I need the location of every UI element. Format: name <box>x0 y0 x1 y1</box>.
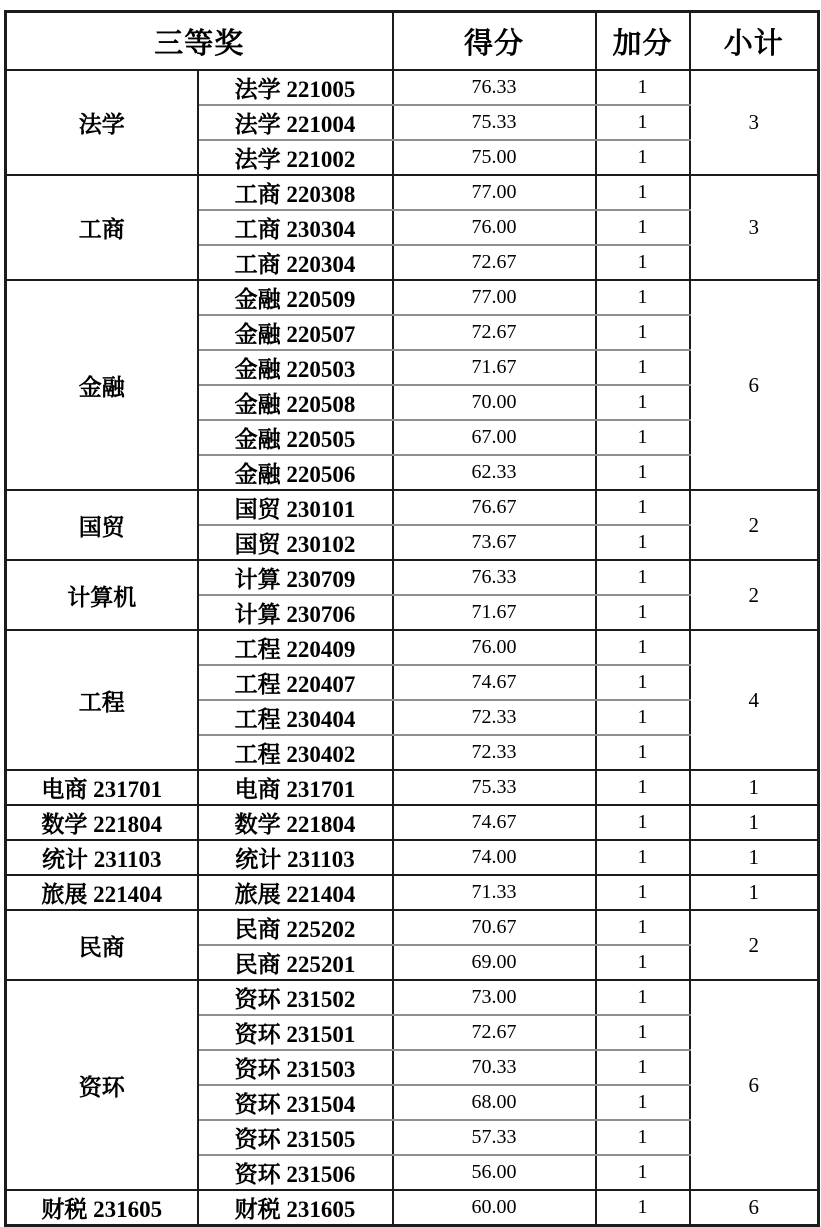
table-row <box>6 70 819 105</box>
bonus-cell: 1 <box>596 315 690 350</box>
subtotal-cell: 2 <box>690 490 819 560</box>
table-row <box>6 560 819 595</box>
subtotal-cell: 1 <box>690 875 819 910</box>
class-label-cell: 资环 231501 <box>198 1015 393 1050</box>
bonus-cell: 1 <box>596 1120 690 1155</box>
bonus-cell: 1 <box>596 560 690 595</box>
subtotal-cell: 2 <box>690 560 819 630</box>
class-label-cell: 工商 220304 <box>198 245 393 280</box>
class-label-cell: 金融 220505 <box>198 420 393 455</box>
bonus-cell: 1 <box>596 175 690 210</box>
bonus-cell: 1 <box>596 1050 690 1085</box>
subtotal-cell: 1 <box>690 805 819 840</box>
bonus-cell: 1 <box>596 1155 690 1190</box>
bonus-cell: 1 <box>596 1190 690 1226</box>
header-subtotal: 小计 <box>690 12 819 71</box>
score-cell: 75.33 <box>393 770 596 805</box>
score-cell: 67.00 <box>393 420 596 455</box>
score-cell: 56.00 <box>393 1155 596 1190</box>
table-row <box>6 1190 819 1226</box>
bonus-cell: 1 <box>596 770 690 805</box>
score-cell: 75.00 <box>393 140 596 175</box>
category-cell: 电商 231701 <box>6 770 198 805</box>
score-cell: 60.00 <box>393 1190 596 1226</box>
class-label-cell: 计算 230706 <box>198 595 393 630</box>
class-label-cell: 统计 231103 <box>198 840 393 875</box>
score-cell: 62.33 <box>393 455 596 490</box>
bonus-cell: 1 <box>596 455 690 490</box>
score-cell: 76.00 <box>393 630 596 665</box>
category-cell: 工商 <box>6 175 198 280</box>
class-label-cell: 资环 231502 <box>198 980 393 1015</box>
bonus-cell: 1 <box>596 280 690 315</box>
score-cell: 72.67 <box>393 245 596 280</box>
class-label-cell: 工商 220308 <box>198 175 393 210</box>
score-cell: 71.67 <box>393 595 596 630</box>
bonus-cell: 1 <box>596 140 690 175</box>
table-row <box>6 175 819 210</box>
class-label-cell: 资环 231504 <box>198 1085 393 1120</box>
class-label-cell: 资环 231506 <box>198 1155 393 1190</box>
subtotal-cell: 4 <box>690 630 819 770</box>
bonus-cell: 1 <box>596 665 690 700</box>
subtotal-cell: 3 <box>690 175 819 280</box>
bonus-cell: 1 <box>596 210 690 245</box>
category-cell: 民商 <box>6 910 198 980</box>
category-cell: 旅展 221404 <box>6 875 198 910</box>
score-cell: 72.67 <box>393 315 596 350</box>
bonus-cell: 1 <box>596 630 690 665</box>
table-header <box>6 12 819 71</box>
score-cell: 72.33 <box>393 735 596 770</box>
score-cell: 76.67 <box>393 490 596 525</box>
class-label-cell: 法学 221004 <box>198 105 393 140</box>
table-row <box>6 630 819 665</box>
score-cell: 76.33 <box>393 560 596 595</box>
class-label-cell: 金融 220503 <box>198 350 393 385</box>
class-label-cell: 电商 231701 <box>198 770 393 805</box>
class-label-cell: 工程 220409 <box>198 630 393 665</box>
bonus-cell: 1 <box>596 945 690 980</box>
class-label-cell: 金融 220509 <box>198 280 393 315</box>
class-label-cell: 金融 220507 <box>198 315 393 350</box>
score-cell: 71.33 <box>393 875 596 910</box>
class-label-cell: 金融 220508 <box>198 385 393 420</box>
class-label-cell: 金融 220506 <box>198 455 393 490</box>
score-cell: 73.00 <box>393 980 596 1015</box>
subtotal-cell: 3 <box>690 70 819 175</box>
class-label-cell: 资环 231503 <box>198 1050 393 1085</box>
table-row <box>6 980 819 1015</box>
bonus-cell: 1 <box>596 805 690 840</box>
table-body <box>6 70 819 1226</box>
header-bonus: 加分 <box>596 12 690 71</box>
category-cell: 金融 <box>6 280 198 490</box>
class-label-cell: 法学 221002 <box>198 140 393 175</box>
class-label-cell: 法学 221005 <box>198 70 393 105</box>
bonus-cell: 1 <box>596 70 690 105</box>
class-label-cell: 工程 230402 <box>198 735 393 770</box>
score-cell: 76.33 <box>393 70 596 105</box>
table-row <box>6 910 819 945</box>
class-label-cell: 民商 225202 <box>198 910 393 945</box>
score-cell: 73.67 <box>393 525 596 560</box>
table-row <box>6 805 819 840</box>
category-cell: 数学 221804 <box>6 805 198 840</box>
bonus-cell: 1 <box>596 735 690 770</box>
class-label-cell: 民商 225201 <box>198 945 393 980</box>
bonus-cell: 1 <box>596 385 690 420</box>
class-label-cell: 国贸 230102 <box>198 525 393 560</box>
bonus-cell: 1 <box>596 980 690 1015</box>
score-cell: 70.00 <box>393 385 596 420</box>
header-score: 得分 <box>393 12 596 71</box>
bonus-cell: 1 <box>596 350 690 385</box>
category-cell: 财税 231605 <box>6 1190 198 1226</box>
class-label-cell: 国贸 230101 <box>198 490 393 525</box>
bonus-cell: 1 <box>596 420 690 455</box>
table-row <box>6 770 819 805</box>
score-cell: 72.33 <box>393 700 596 735</box>
score-cell: 57.33 <box>393 1120 596 1155</box>
subtotal-cell: 6 <box>690 280 819 490</box>
bonus-cell: 1 <box>596 700 690 735</box>
score-cell: 76.00 <box>393 210 596 245</box>
bonus-cell: 1 <box>596 1015 690 1050</box>
score-cell: 70.67 <box>393 910 596 945</box>
bonus-cell: 1 <box>596 595 690 630</box>
subtotal-cell: 1 <box>690 770 819 805</box>
score-cell: 69.00 <box>393 945 596 980</box>
header-row <box>6 12 819 71</box>
awards-table <box>4 10 820 1227</box>
category-cell: 计算机 <box>6 560 198 630</box>
category-cell: 法学 <box>6 70 198 175</box>
class-label-cell: 数学 221804 <box>198 805 393 840</box>
subtotal-cell: 6 <box>748 1195 760 1219</box>
bonus-cell: 1 <box>596 525 690 560</box>
class-label-cell: 工商 230304 <box>198 210 393 245</box>
score-cell: 74.67 <box>393 665 596 700</box>
table-row <box>6 490 819 525</box>
table-row <box>6 280 819 315</box>
bonus-cell: 1 <box>596 875 690 910</box>
score-cell: 70.33 <box>393 1050 596 1085</box>
score-cell: 75.33 <box>393 105 596 140</box>
subtotal-cell: 2 <box>690 910 819 980</box>
category-cell: 资环 <box>6 980 198 1190</box>
table-row <box>6 840 819 875</box>
subtotal-cell: 6 <box>690 980 819 1190</box>
score-cell: 71.67 <box>393 350 596 385</box>
table-row <box>6 875 819 910</box>
subtotal-cell: 1 <box>690 840 819 875</box>
score-cell: 74.67 <box>393 805 596 840</box>
class-label-cell: 工程 220407 <box>198 665 393 700</box>
score-cell: 74.00 <box>393 840 596 875</box>
bonus-cell: 1 <box>596 840 690 875</box>
category-cell: 国贸 <box>6 490 198 560</box>
category-cell: 统计 231103 <box>6 840 198 875</box>
class-label-cell: 旅展 221404 <box>198 875 393 910</box>
score-cell: 68.00 <box>393 1085 596 1120</box>
class-label-cell: 工程 230404 <box>198 700 393 735</box>
score-cell: 77.00 <box>393 175 596 210</box>
class-label-cell: 资环 231505 <box>198 1120 393 1155</box>
bonus-cell: 1 <box>596 245 690 280</box>
class-label-cell: 计算 230709 <box>198 560 393 595</box>
bonus-cell: 1 <box>596 910 690 945</box>
category-cell: 工程 <box>6 630 198 770</box>
score-cell: 77.00 <box>393 280 596 315</box>
bonus-cell: 1 <box>596 105 690 140</box>
score-cell: 72.67 <box>393 1015 596 1050</box>
bonus-cell: 1 <box>596 1085 690 1120</box>
class-label-cell: 财税 231605 <box>198 1190 393 1226</box>
header-prize: 三等奖 <box>6 12 393 71</box>
bonus-cell: 1 <box>596 490 690 525</box>
